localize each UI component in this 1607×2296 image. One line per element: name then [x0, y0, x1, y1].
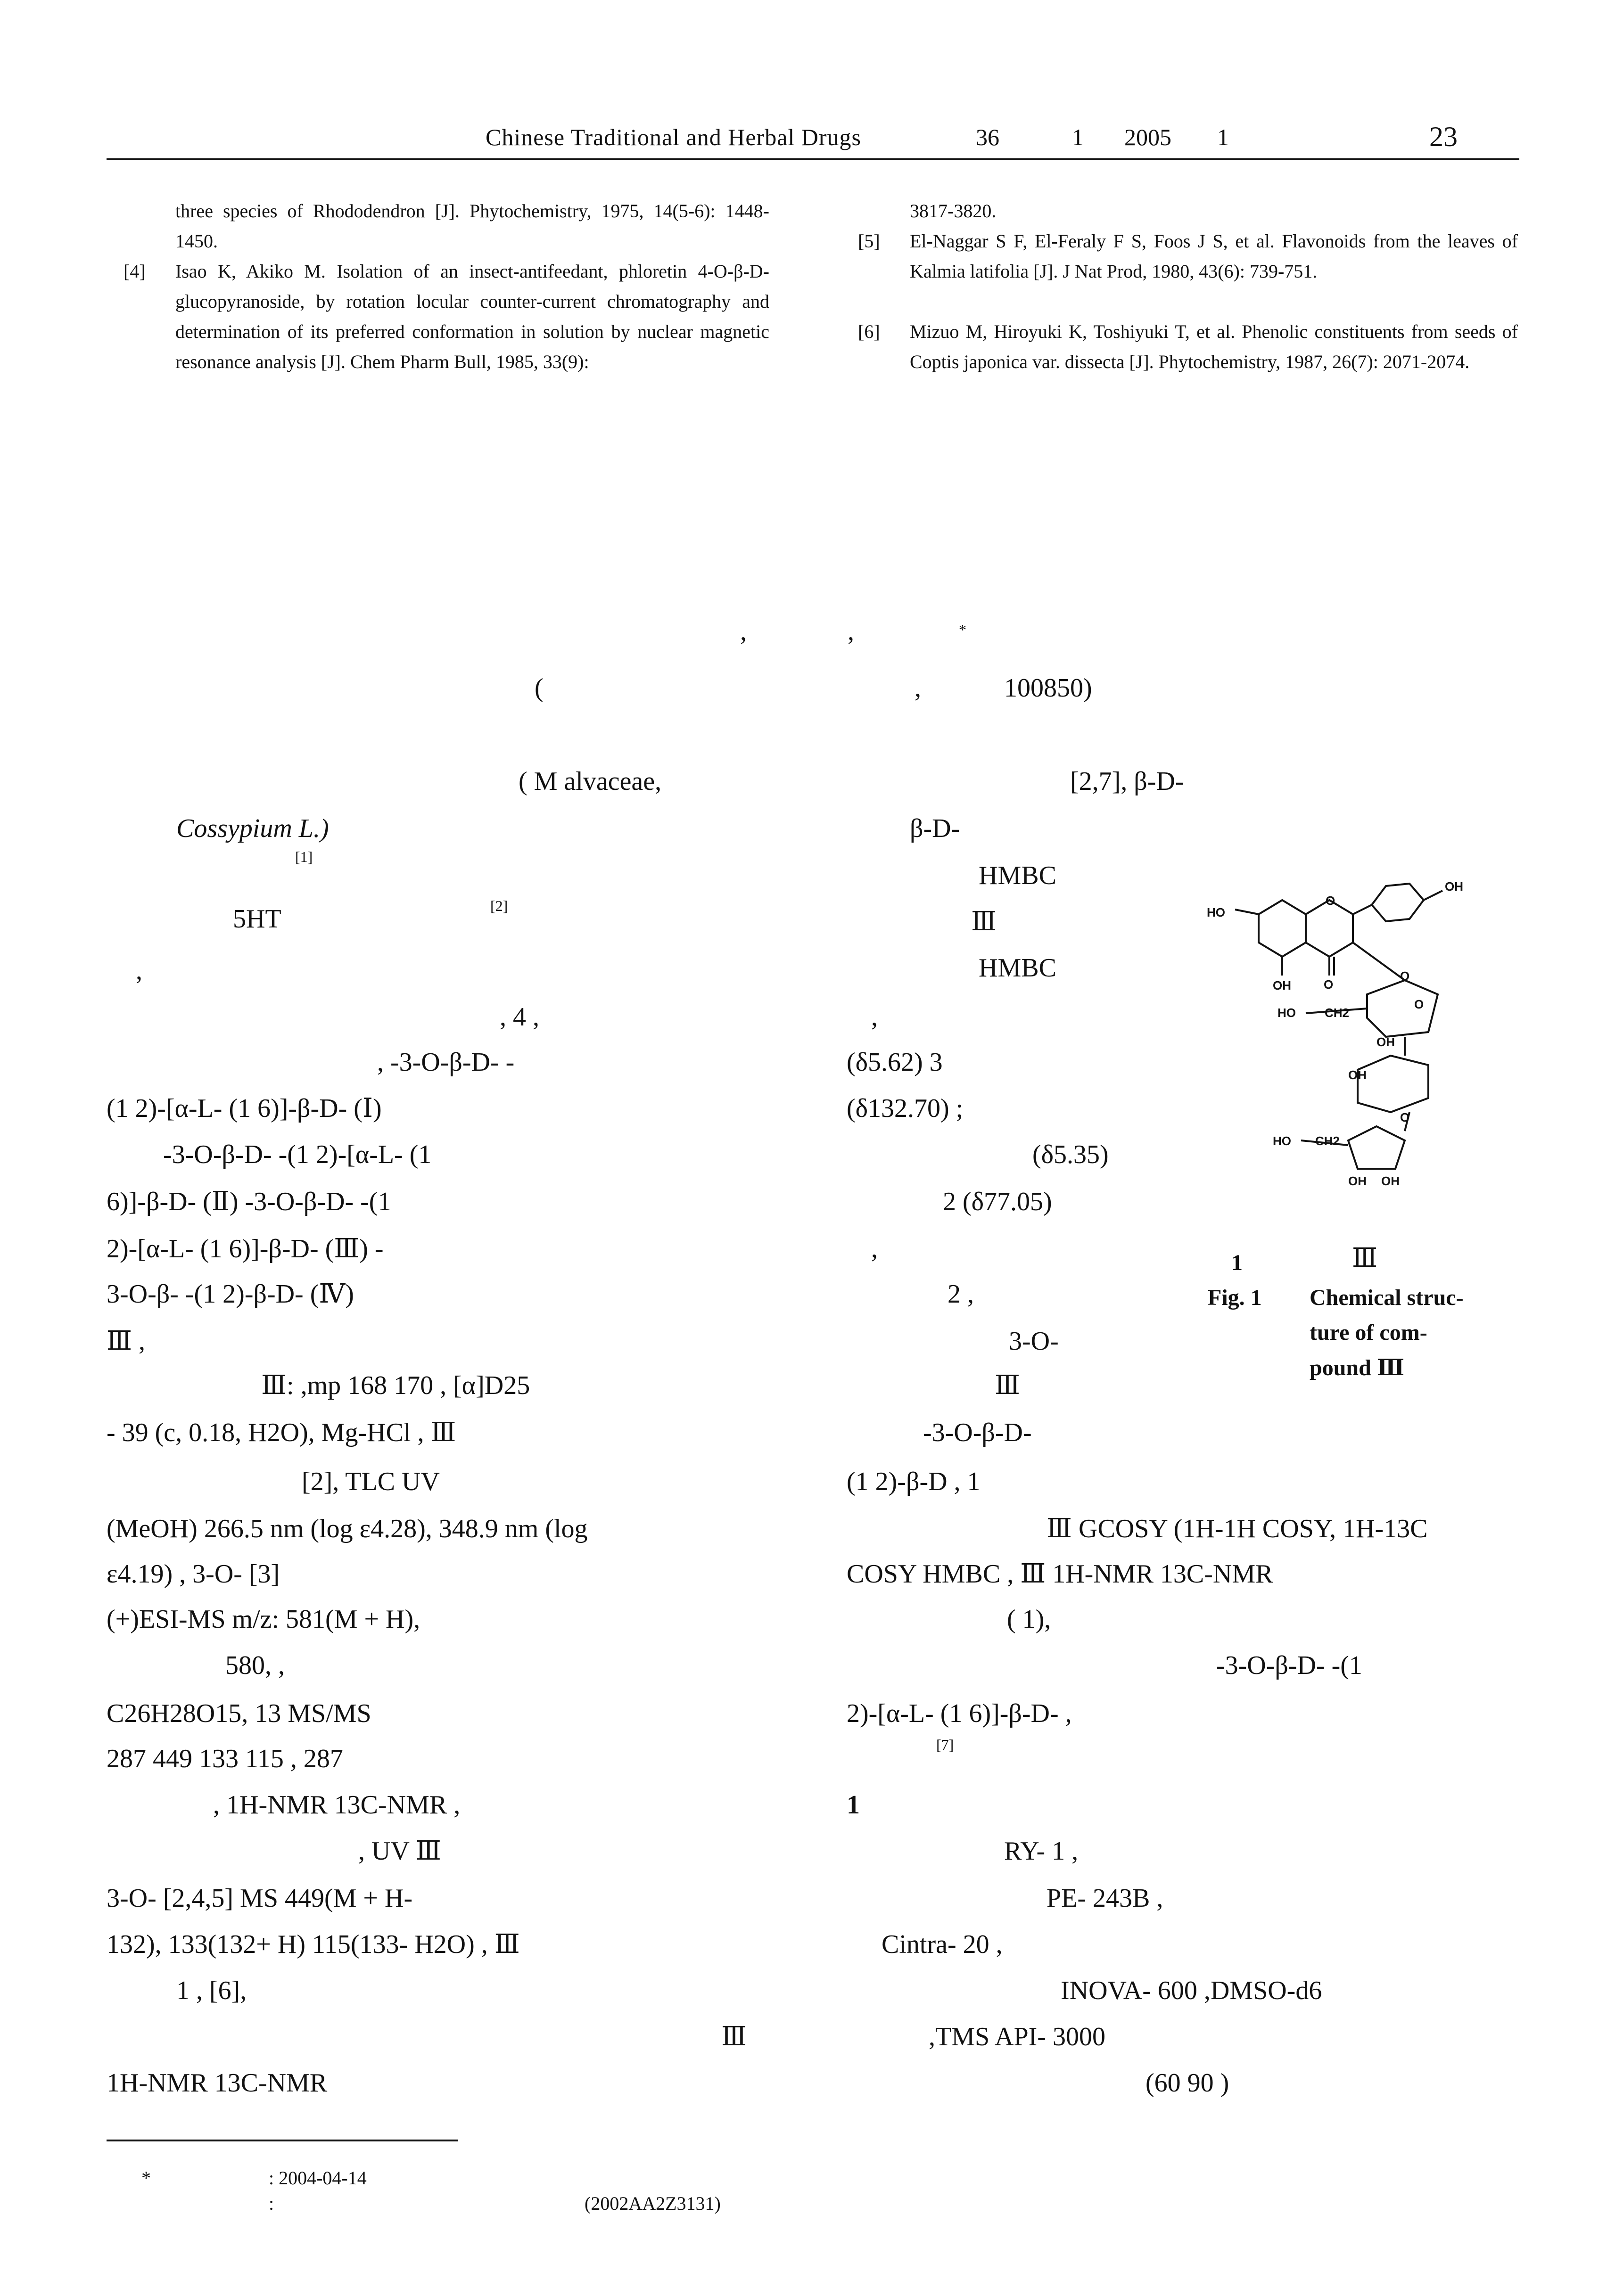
label-oh-s3a: OH [1348, 1174, 1367, 1188]
right-line-24: RY- 1 , [1004, 1837, 1079, 1866]
section-heading-1: 1 [847, 1790, 860, 1820]
right-line-12: 2 , [948, 1279, 974, 1309]
left-line-26: 1 , [6], [176, 1976, 247, 2005]
label-o-s1: O [1414, 997, 1424, 1011]
footnote-star: * [141, 2167, 151, 2189]
right-line-10: 2 (δ77.05) [943, 1187, 1052, 1216]
right-line-18: COSY HMBC , Ⅲ 1H-NMR 13C-NMR [847, 1559, 1273, 1589]
journal-year: 2005 [1124, 124, 1171, 150]
label-oh-a: OH [1273, 978, 1291, 992]
right-line-8: (δ132.70) ; [847, 1094, 964, 1123]
affiliation-open: ( [535, 673, 544, 703]
left-line-13: Ⅲ: ,mp 168 170 , [α]D25 [261, 1371, 530, 1400]
figure-caption-line-1: Chemical struc- [1310, 1285, 1464, 1310]
reference-4: [4] Isao K, Akiko M. Isolation of an insect-antifeedant, phloretin 4-O-β-D-glucopyranoside, by rotation locular counter-current chromatography and determination of its preferred conformation in solution by nuclear magnetic resonance analysis [J]. Chem Pharm Bull, 1985, 33(9): [124, 261, 769, 372]
journal-issue: 1 [1072, 124, 1084, 150]
figure-caption-label: Fig. 1 [1208, 1285, 1262, 1310]
reference-6: [6] Mizuo M, Hiroyuki K, Toshiyuki T, et al. Phenolic constituents from seeds of Coptis japonica var. dissecta [J]. Phytochemistry, 1987, 26(7): 2071-2074. [858, 321, 1518, 372]
affiliation-postcode: 100850) [1004, 673, 1092, 703]
ring-a [1259, 900, 1306, 957]
journal-volume: 36 [976, 124, 999, 150]
right-line-11: , [871, 1234, 878, 1263]
label-oh-s1b: OH [1348, 1068, 1367, 1082]
ring-b [1372, 884, 1424, 921]
left-line-24: 3-O- [2,4,5] MS 449(M + H- [107, 1884, 413, 1913]
footnote-grant: (2002AA2Z3131) [585, 2193, 721, 2214]
label-ho-s3: HO [1273, 1134, 1291, 1148]
left-ref-1: [1] [295, 848, 313, 865]
left-line-7: (1 2)-[α-L- (1 6)]-β-D- (Ⅰ) [107, 1094, 382, 1123]
author-comma-2: , [848, 617, 854, 646]
label-o-s2: O [1400, 1110, 1410, 1124]
author-star: * [959, 621, 966, 638]
left-line-2: Cossypium L.) [176, 814, 329, 843]
right-line-29: (60 90 ) [1146, 2068, 1229, 2098]
left-line-22: , 1H-NMR 13C-NMR , [213, 1790, 461, 1820]
label-oh-s3b: OH [1381, 1174, 1400, 1188]
chemical-structure-figure [1207, 839, 1518, 1235]
right-line-7: (δ5.62) 3 [847, 1048, 943, 1077]
right-line-3: HMBC [979, 861, 1056, 890]
left-line-12: Ⅲ , [107, 1327, 146, 1356]
label-oh-b: OH [1445, 879, 1463, 894]
right-line-25: PE- 243B , [1047, 1884, 1163, 1913]
label-o-ring: O [1326, 894, 1335, 908]
left-line-15: [2], TLC UV [302, 1467, 440, 1496]
right-line-9: (δ5.35) [1032, 1140, 1109, 1169]
reference-continued-left: three species of Rhododendron [J]. Phytochemistry, 1975, 14(5-6): 1448-1450. [175, 200, 769, 252]
left-line-28: 1H-NMR 13C-NMR [107, 2068, 328, 2098]
left-line-9: 6)]-β-D- (Ⅱ) -3-O-β-D- -(1 [107, 1187, 391, 1216]
ring-c [1306, 900, 1353, 957]
right-line-15: -3-O-β-D- [923, 1418, 1032, 1447]
right-line-21: 2)-[α-L- (1 6)]-β-D- , [847, 1699, 1072, 1728]
left-line-17: ε4.19) , 3-O- [3] [107, 1559, 280, 1589]
author-comma-1: , [740, 617, 747, 646]
left-line-18: (+)ESI-MS m/z: 581(M + H), [107, 1605, 420, 1634]
right-line-4: Ⅲ [971, 907, 997, 936]
left-line-11: 3-O-β- -(1 2)-β-D- (Ⅳ) [107, 1279, 354, 1309]
right-line-28: ,TMS API- 3000 [929, 2022, 1105, 2051]
left-line-20: C26H28O15, 13 MS/MS [107, 1699, 371, 1728]
left-ref-2: [2] [490, 897, 508, 914]
label-ho-s1: HO [1277, 1006, 1296, 1020]
label-o-glyco: O [1400, 969, 1410, 983]
left-line-10: 2)-[α-L- (1 6)]-β-D- (Ⅲ) - [107, 1234, 384, 1263]
left-line-14: - 39 (c, 0.18, H2O), Mg-HCl , Ⅲ [107, 1418, 456, 1447]
right-line-17: Ⅲ GCOSY (1H-1H COSY, 1H-13C [1047, 1514, 1428, 1543]
right-line-6: , [871, 1002, 878, 1032]
sugar-ring-1 [1367, 980, 1438, 1037]
right-line-5: HMBC [979, 953, 1056, 983]
left-line-5: , 4 , [500, 1002, 539, 1032]
right-ref-7: [7] [936, 1736, 954, 1753]
page-number: 23 [1429, 121, 1458, 152]
footnote-fund: : [269, 2193, 274, 2214]
footnote-rule [107, 2140, 458, 2141]
right-line-1: [2,7], β-D- [1070, 767, 1184, 796]
sugar-ring-3 [1348, 1126, 1405, 1169]
left-line-8: -3-O-β-D- -(1 2)-[α-L- (1 [163, 1140, 432, 1169]
left-line-27: Ⅲ [721, 2022, 747, 2051]
footnote-received: : 2004-04-14 [269, 2167, 367, 2189]
right-line-27: INOVA- 600 ,DMSO-d6 [1061, 1976, 1322, 2005]
label-ch2-s1: CH2 [1325, 1006, 1350, 1020]
reference-continued-right: 3817-3820. [910, 200, 997, 221]
right-line-26: Cintra- 20 , [882, 1930, 1003, 1959]
reference-5: [5] El-Naggar S F, El-Feraly F S, Foos J S, et al. Flavonoids from the leaves of Kalmia latifolia [J]. J Nat Prod, 1980, 43(6): 739-751. [858, 230, 1518, 282]
sugar-ring-2 [1358, 1056, 1428, 1112]
right-line-2: β-D- [910, 814, 960, 843]
left-line-6: , -3-O-β-D- - [377, 1048, 515, 1077]
right-line-14: Ⅲ [995, 1371, 1021, 1400]
figure-caption-line-3: pound Ⅲ [1310, 1355, 1405, 1380]
figure-number: 1 [1231, 1250, 1243, 1275]
left-line-23: , UV Ⅲ [358, 1837, 441, 1866]
label-ho-a: HO [1207, 905, 1225, 919]
right-line-19: ( 1), [1007, 1605, 1051, 1634]
left-line-19: 580, , [225, 1651, 285, 1680]
figure-caption-line-2: ture of com- [1310, 1320, 1427, 1345]
left-line-3: 5HT [233, 904, 281, 934]
journal-title: Chinese Traditional and Herbal Drugs [486, 124, 862, 150]
left-line-1: ( M alvaceae, [519, 767, 662, 796]
affiliation-comma: , [915, 673, 921, 703]
label-o-carbonyl: O [1324, 977, 1334, 992]
right-line-20: -3-O-β-D- -(1 [1216, 1651, 1362, 1680]
header-rule [107, 158, 1519, 160]
right-line-16: (1 2)-β-D , 1 [847, 1467, 981, 1496]
figure-cn-label: Ⅲ [1352, 1244, 1378, 1273]
left-line-4: , [136, 956, 142, 985]
left-line-21: 287 449 133 115 , 287 [107, 1744, 343, 1773]
left-line-16: (MeOH) 266.5 nm (log ε4.28), 348.9 nm (log [107, 1514, 588, 1543]
right-line-13: 3-O- [1009, 1327, 1059, 1356]
left-line-25: 132), 133(132+ H) 115(133- H2O) , Ⅲ [107, 1930, 520, 1959]
label-oh-s1a: OH [1376, 1035, 1395, 1049]
journal-month: 1 [1217, 124, 1229, 150]
label-ch2-s3: CH2 [1315, 1134, 1340, 1148]
